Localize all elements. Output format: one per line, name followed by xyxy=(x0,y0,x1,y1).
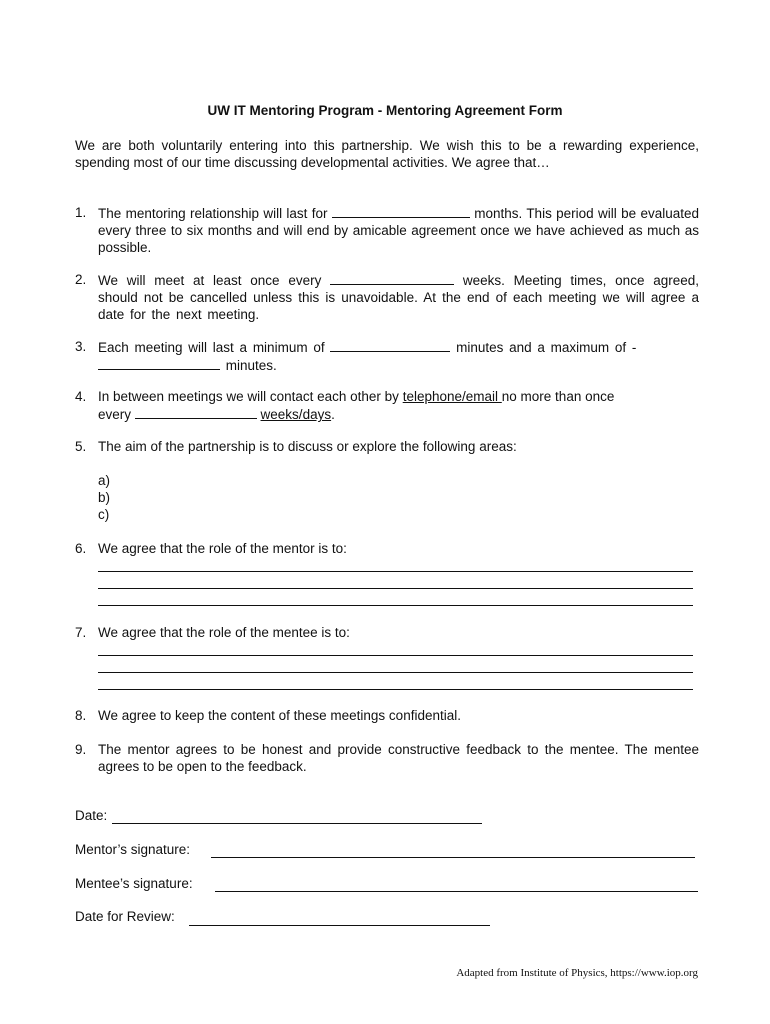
area-c-label: c) xyxy=(98,507,110,522)
meeting-frequency-field[interactable] xyxy=(330,271,454,285)
minimum-minutes-field[interactable] xyxy=(330,338,450,352)
clause-text: The mentor agrees to be honest and provide constructive feedback to the mentee. The mentee agrees to be open to the feedback. xyxy=(98,742,699,774)
mentor-role-line-3[interactable] xyxy=(98,605,693,606)
clause-text: We agree that the role of the mentee is to: xyxy=(98,625,350,640)
clause-6 xyxy=(75,540,699,557)
clause-9 xyxy=(75,741,699,775)
clause-text: minutes and a maximum of - xyxy=(456,340,637,355)
form-title: UW IT Mentoring Program - Mentoring Agreement Form xyxy=(207,103,563,118)
clause-number: 2. xyxy=(75,272,87,287)
clause-3 xyxy=(75,338,699,374)
date-label: Date: xyxy=(75,808,108,823)
date-field[interactable] xyxy=(112,823,482,824)
mentor-signature-field[interactable] xyxy=(211,857,695,858)
mentee-signature-label: Mentee’s signature: xyxy=(75,876,193,891)
clause-text: The aim of the partnership is to discuss or explore the following areas: xyxy=(98,439,517,454)
interval-unit-option[interactable]: weeks/days xyxy=(260,407,332,422)
clause-text: We agree that the role of the mentor is to: xyxy=(98,541,347,556)
source-attribution: Adapted from Institute of Physics, https://www.iop.org xyxy=(456,967,698,979)
review-date-field[interactable] xyxy=(189,925,490,926)
area-b-label: b) xyxy=(98,490,111,505)
clause-text: months. This period will be evaluated every three to six months and will end by amicable agreement once we have achieved as much as possible. xyxy=(98,206,699,255)
clause-8 xyxy=(75,707,699,724)
clause-text: no more than once xyxy=(501,389,615,404)
clause-7 xyxy=(75,624,699,641)
mentor-role-line-2[interactable] xyxy=(98,588,693,589)
clause-number: 8. xyxy=(75,708,87,723)
mentee-signature-field[interactable] xyxy=(215,891,698,892)
clause-text: We agree to keep the content of these meetings confidential. xyxy=(98,708,461,723)
clause-number: 7. xyxy=(75,625,87,640)
clause-2 xyxy=(75,271,699,323)
clause-number: 3. xyxy=(75,339,87,354)
clause-text: In between meetings we will contact each other by xyxy=(98,389,399,404)
mentor-signature-label: Mentor’s signature: xyxy=(75,842,191,857)
mentee-role-line-1[interactable] xyxy=(98,655,693,656)
clause-number: 1. xyxy=(75,205,87,220)
clause-number: 4. xyxy=(75,389,87,404)
clause-text: minutes. xyxy=(225,358,277,373)
clause-number: 5. xyxy=(75,439,87,454)
clause-text: Each meeting will last a minimum of xyxy=(98,340,325,355)
area-a-label: a) xyxy=(98,473,111,488)
clause-number: 6. xyxy=(75,541,87,556)
clause-text: The mentoring relationship will last for xyxy=(98,206,328,221)
maximum-minutes-field[interactable] xyxy=(98,356,220,370)
contact-method-option[interactable]: telephone/email xyxy=(402,389,499,404)
mentee-role-line-3[interactable] xyxy=(98,689,693,690)
duration-months-field[interactable] xyxy=(332,204,470,218)
intro-paragraph: We are both voluntarily entering into this partnership. We wish this to be a rewarding experience, spending most of our time discussing developmental activities. We agree that… xyxy=(75,138,699,170)
clause-1 xyxy=(75,204,699,256)
clause-5 xyxy=(75,438,699,455)
review-date-label: Date for Review: xyxy=(75,909,175,924)
mentor-role-line-1[interactable] xyxy=(98,571,693,572)
clause-text: every xyxy=(98,407,132,422)
clause-text: weeks. Meeting times, once agreed, should not be cancelled unless this is unavoidable. At the end of each meeting we will agree a date for the next meeting. xyxy=(98,273,699,322)
clause-text: We will meet at least once every xyxy=(98,273,322,288)
clause-4: 4. In between meetings we will contact each other by telephone/email no more than once every weeks/days. xyxy=(75,389,615,422)
clause-number: 9. xyxy=(75,742,87,757)
mentee-role-line-2[interactable] xyxy=(98,672,693,673)
contact-frequency-field[interactable] xyxy=(135,405,257,419)
